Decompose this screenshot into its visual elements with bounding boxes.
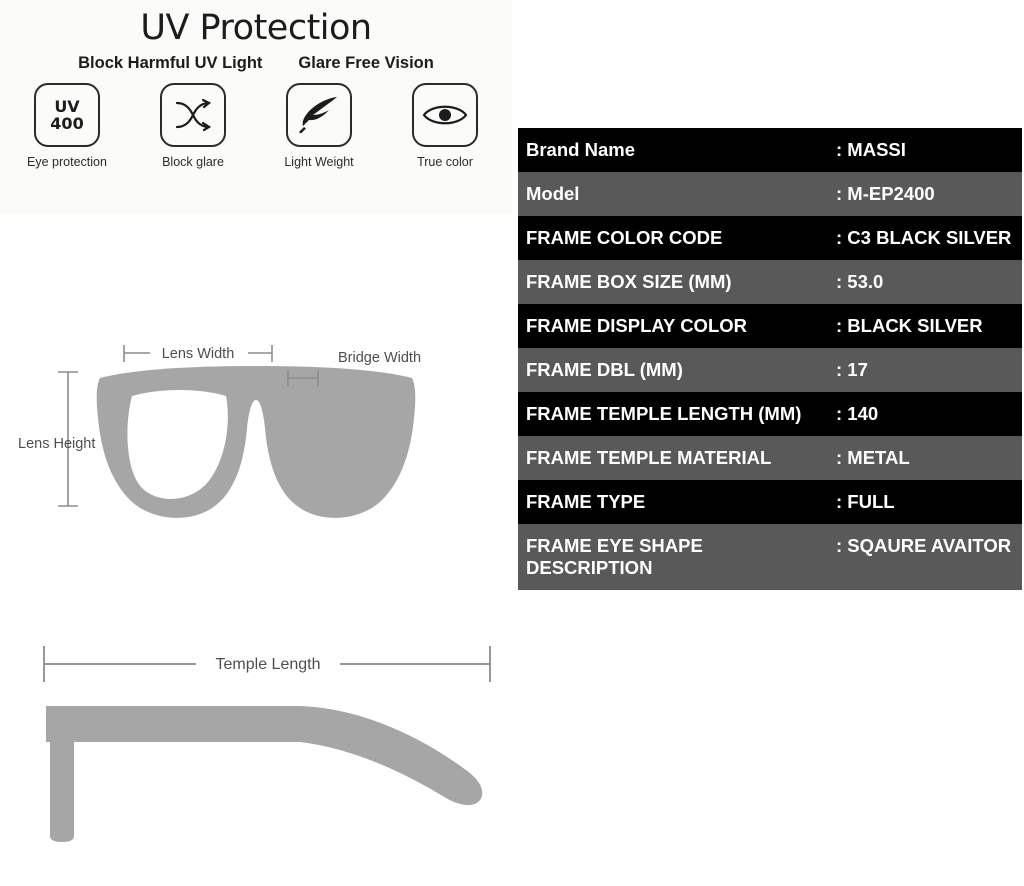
spec-value: : FULL	[836, 491, 895, 512]
uv-feature-true-color	[395, 83, 495, 169]
uv-feature-caption: True color	[417, 155, 473, 169]
uv400-badge-top: UV	[54, 97, 80, 116]
eye-icon-box	[412, 83, 478, 147]
uv-subtitle-2: Glare Free Vision	[298, 54, 434, 72]
spec-value: : SQAURE AVAITOR	[836, 535, 1012, 556]
spec-label: FRAME BOX SIZE (MM)	[526, 271, 732, 292]
uv-protection-title: UV Protection	[140, 8, 372, 48]
spec-label: FRAME TYPE	[526, 491, 646, 512]
table-row	[518, 524, 1022, 590]
spec-label: Model	[526, 183, 580, 204]
spec-value: : 140	[836, 403, 879, 424]
feather-icon-box	[286, 83, 352, 147]
temple-diagram-svg	[0, 620, 512, 860]
spec-value: : MASSI	[836, 139, 906, 160]
lens-height-label: Lens Height	[18, 436, 96, 452]
spec-label: FRAME DBL (MM)	[526, 359, 683, 380]
crossed-arrows-icon	[173, 97, 213, 133]
table-row	[518, 216, 1022, 260]
uv-subtitle-row	[0, 54, 512, 73]
spec-label: FRAME EYE SHAPE DESCRIPTION	[526, 535, 703, 578]
uv-subtitle-1: Block Harmful UV Light	[78, 54, 263, 72]
bridge-width-label: Bridge Width	[338, 350, 422, 366]
front-diagram-svg	[0, 300, 512, 560]
uv400-badge-bottom: 400	[50, 114, 84, 133]
lens-width-label: Lens Width	[161, 346, 235, 362]
spec-value: : C3 BLACK SILVER	[836, 227, 1012, 248]
uv-feature-caption: Light Weight	[284, 155, 354, 169]
spec-label: FRAME COLOR CODE	[526, 227, 723, 248]
spec-value: : METAL	[836, 447, 910, 468]
spec-value: : M-EP2400	[836, 183, 935, 204]
spec-label: FRAME TEMPLE MATERIAL	[526, 447, 772, 468]
spec-value: : 17	[836, 359, 868, 380]
uv-feature-icon-row	[0, 83, 512, 169]
uv-feature-eye-protection	[17, 83, 117, 169]
temple-length-label: Temple Length	[215, 656, 321, 673]
eye-icon	[422, 101, 468, 129]
temple-arm-shape	[46, 706, 482, 842]
uv-feature-block-glare	[143, 83, 243, 169]
table-row	[518, 172, 1022, 216]
spec-value: : 53.0	[836, 271, 884, 292]
spec-label: FRAME TEMPLE LENGTH (MM)	[526, 403, 802, 424]
eyeglasses-frame-front-shape	[97, 366, 416, 518]
uv-feature-light-weight	[269, 83, 369, 169]
feather-icon	[297, 95, 341, 135]
uv400-badge-icon	[34, 83, 100, 147]
uv-feature-caption: Eye protection	[27, 155, 107, 169]
uv-feature-caption: Block glare	[162, 155, 224, 169]
eyeglasses-temple-measurement-diagram	[0, 620, 512, 860]
table-row	[518, 480, 1022, 524]
spec-value: : BLACK SILVER	[836, 315, 983, 336]
table-row	[518, 436, 1022, 480]
crossed-arrows-icon-box	[160, 83, 226, 147]
table-row	[518, 304, 1022, 348]
specification-table	[518, 128, 1022, 590]
table-row	[518, 392, 1022, 436]
table-row	[518, 348, 1022, 392]
spec-label: Brand Name	[526, 139, 635, 160]
table-row	[518, 128, 1022, 172]
uv-protection-block	[0, 0, 512, 215]
spec-label: FRAME DISPLAY COLOR	[526, 315, 747, 336]
eyeglasses-front-measurement-diagram	[0, 300, 512, 560]
table-row	[518, 260, 1022, 304]
